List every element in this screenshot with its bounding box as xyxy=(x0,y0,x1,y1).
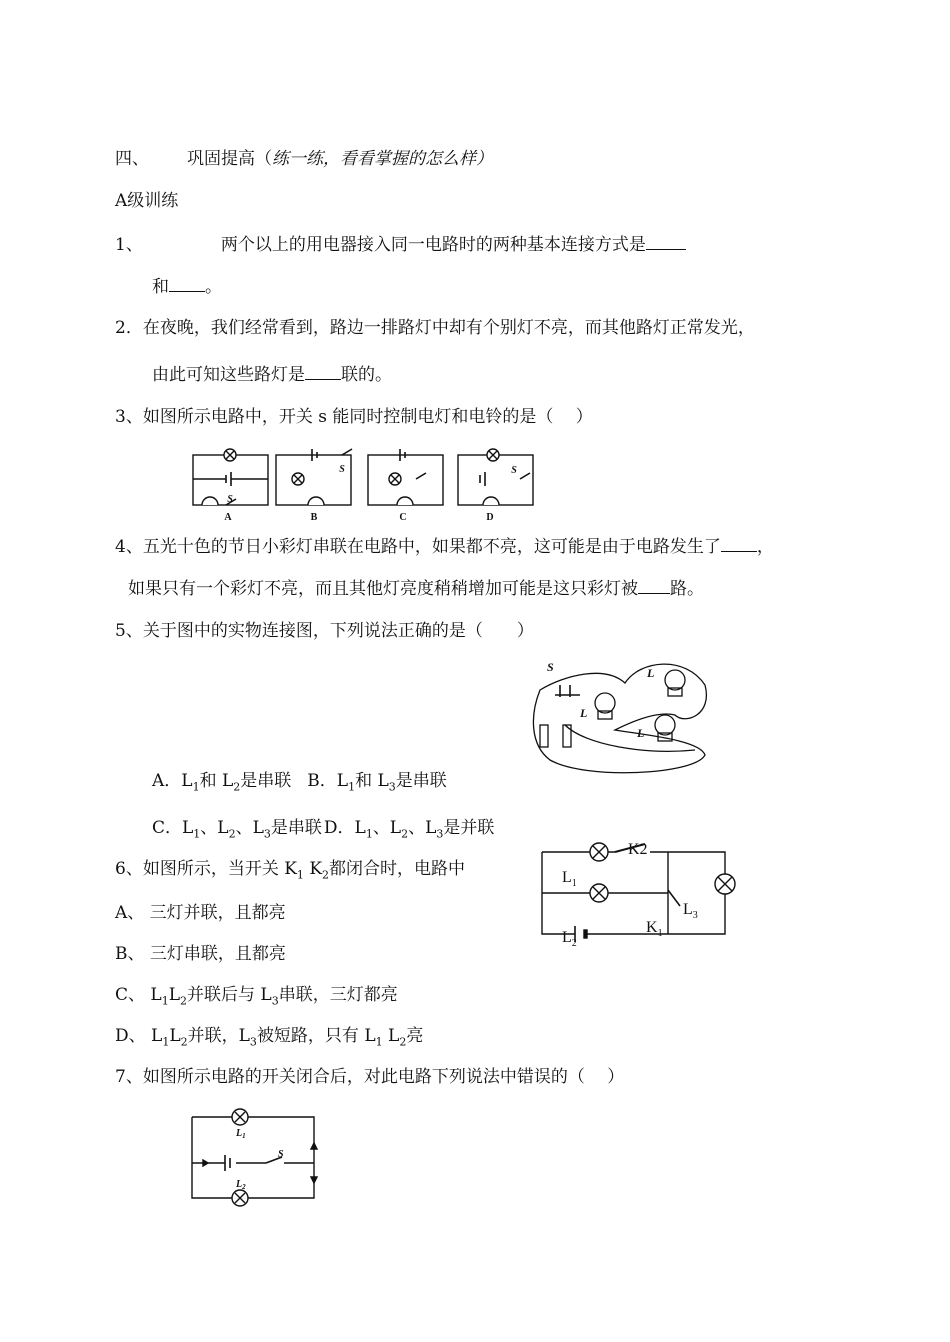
q2-text: 由此可知这些路灯是 xyxy=(152,365,305,385)
q6-option-c[interactable]: C、 $L_1L_2$并联后与 $L_3$串联，三灯都亮 xyxy=(115,985,398,1008)
question-2: 2．在夜晚，我们经常看到，路边一排路灯中却有个别灯不亮，而其他路灯正常发光， xyxy=(115,318,755,338)
q2-end: 联的。 xyxy=(341,365,392,385)
level-label: A级训练 xyxy=(115,191,179,211)
fig-label-b: B xyxy=(310,512,318,523)
fig-lamp-l-a: L xyxy=(647,666,655,680)
q1-end: 。 xyxy=(205,277,222,297)
fig-lamp-l-b: L xyxy=(580,706,588,720)
fig-l3-label: $L_3$ xyxy=(683,901,698,921)
q5-option-c[interactable]: C．$L_1$、$L_2$、$L_3$是串联 xyxy=(152,818,322,841)
q4-end: 路。 xyxy=(670,579,704,599)
q4-blank-1[interactable] xyxy=(721,535,757,552)
q1-blank-2[interactable] xyxy=(169,275,205,292)
question-6: 6、如图所示，当开关 $K_1$ $K_2$都闭合时，电路中 xyxy=(115,859,466,882)
section-title: 巩固提高（ xyxy=(187,149,272,169)
q1-blank-1[interactable] xyxy=(646,233,686,250)
fig-l2-label: $L_2$ xyxy=(562,929,577,949)
fig-switch-label: S xyxy=(227,494,233,505)
q6-option-a[interactable]: A、 三灯并联，且都亮 xyxy=(115,903,286,923)
q5-options-cd xyxy=(152,817,494,845)
question-7: 7、如图所示电路的开关闭合后，对此电路下列说法中错误的（ ） xyxy=(115,1067,625,1087)
fig-k1-label: $K_1$ xyxy=(646,919,663,939)
q6-circuit-figure xyxy=(540,838,730,948)
q1-number: 1、 xyxy=(115,235,143,255)
fig-label-c: C xyxy=(399,512,407,523)
question-1 xyxy=(115,233,686,256)
fig-switch-s: S xyxy=(547,660,554,674)
q5-option-a[interactable]: A．$L_1$和 $L_2$是串联 xyxy=(152,771,292,794)
q4-comma: ， xyxy=(756,537,774,557)
q3-circuit-figure xyxy=(190,445,540,525)
question-1-line2 xyxy=(152,275,222,298)
q5-option-d[interactable]: D．$L_1$、$L_2$、$L_3$是并联 xyxy=(323,818,495,841)
fig-label-a: A xyxy=(224,512,232,523)
q4-blank-2[interactable] xyxy=(638,577,670,594)
fig-switch-label-d: S xyxy=(511,465,517,476)
q1-text: 两个以上的用电器接入同一电路时的两种基本连接方式是 xyxy=(220,235,646,255)
question-5: 5、关于图中的实物连接图，下列说法正确的是（ ） xyxy=(115,621,534,641)
q5-options-ab xyxy=(152,770,447,798)
fig-switch-label-b: S xyxy=(339,464,345,475)
fig-l1-label: $L_1$ xyxy=(562,869,577,889)
q5-option-b[interactable]: B．$L_1$和 $L_3$是串联 xyxy=(307,771,447,794)
q6-option-d[interactable]: D、 $L_1L_2$并联，$L_3$被短路，只有 $L_1$ $L_2$亮 xyxy=(115,1026,424,1049)
q2-blank[interactable] xyxy=(305,363,341,380)
q5-physical-circuit-figure xyxy=(525,655,715,780)
fig-l1: $L_1$ xyxy=(236,1128,246,1140)
q6-option-b[interactable]: B、 三灯串联，且都亮 xyxy=(115,944,286,964)
fig-lamp-l-c: L xyxy=(637,726,645,740)
fig-label-d: D xyxy=(486,512,494,523)
question-4 xyxy=(115,535,774,558)
q1-and: 和 xyxy=(152,277,169,297)
question-4-line2 xyxy=(128,577,704,600)
question-3: 3、如图所示电路中，开关 s 能同时控制电灯和电铃的是（ ） xyxy=(115,407,593,427)
q7-circuit-figure xyxy=(190,1105,325,1205)
fig-l2: $L_2$ xyxy=(236,1179,246,1191)
section-number: 四、 xyxy=(115,149,149,169)
section-title-italic: 练一练，看看掌握的怎么样） xyxy=(272,149,493,169)
q4-text: 4、五光十色的节日小彩灯串联在电路中，如果都不亮，这可能是由于电路发生了 xyxy=(115,537,721,557)
fig-switch-s: S xyxy=(278,1149,284,1160)
q4-text-2: 如果只有一个彩灯不亮，而且其他灯亮度稍稍增加可能是这只彩灯被 xyxy=(128,579,638,599)
section-heading xyxy=(115,148,493,170)
question-2-line2 xyxy=(152,363,392,386)
fig-k2-label: K2 xyxy=(628,841,648,858)
